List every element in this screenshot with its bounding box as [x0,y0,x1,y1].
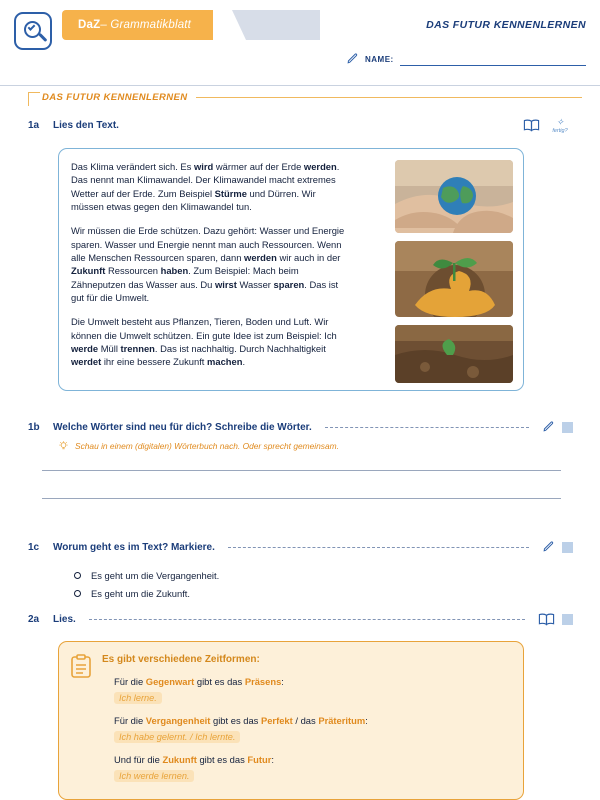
task-2a-checkbox[interactable] [562,614,573,625]
task-1a-row [28,118,573,134]
paragraph-3: Die Umwelt besteht aus Pflanzen, Tieren, Boden und Luft. Wir können die Umwelt schützen. Ein gute Idee ist zum Beispiel: Ich werde Müll trennen. Das ist nachhaltig. Durch Nachhaltigkeit werdet ihr eine bessere Zukunft machen. [71,316,337,368]
book-icon [538,613,555,626]
tenses-info-content [102,654,511,793]
task-1c-dotted-rule [228,547,529,548]
writing-line[interactable] [42,498,561,499]
task-2a-label: Lies. [53,614,76,625]
tenses-info-box [58,641,524,800]
tense-row-perfekt: Für die Vergangenheit gibt es das Perfekt / das Präteritum: [114,715,368,726]
photo-seedling-hands [395,241,513,317]
section-title [42,92,582,103]
pencil-icon [542,540,555,554]
task-1c-number: 1c [28,541,40,553]
tense-row-futur: Und für die Zukunft gibt es das Futur: [114,754,274,765]
task-1a-label: Lies den Text. [53,120,119,132]
magnifier-check-logo [14,12,52,50]
reading-text-box [58,148,524,391]
task-1c-row [28,540,573,554]
paragraph-1: Das Klima verändert sich. Es wird wärmer auf der Erde werden. Das nennt man Klimawandel. Der Klimawandel macht extremes Wetter auf der Erde. Zum Beispiel Stürme und Dürren. Wir müssen etwas gegen den Klimawandel tun. [71,161,340,213]
option-zukunft[interactable] [74,588,190,599]
lightbulb-icon [58,440,69,452]
task-1b-label: Welche Wörter sind neu für dich? Schreibe die Wörter. [53,421,312,433]
clipboard-icon [71,654,91,678]
page-header [0,0,600,64]
tense-row-praesens: Für die Gegenwart gibt es das Präsens: [114,676,284,687]
section-title-text: DAS FUTUR KENNENLERNEN [42,92,188,103]
book-icon [523,119,540,132]
option-label: Es geht um die Vergangenheit. [91,570,220,581]
info-heading: Es gibt verschiedene Zeitformen: [102,654,260,665]
task-1b-hint [58,440,339,452]
task-1c-label: Worum geht es im Text? Markiere. [53,541,215,553]
task-2a-dotted-rule [89,619,525,620]
subject-subtitle: – Grammatikblatt [100,19,192,31]
star-icon: ✧ [556,117,564,127]
tense-example-praesens: Ich lerne. [114,692,511,704]
task-2a-row [28,613,573,626]
reading-text-body [71,160,349,380]
tense-example-perfekt: Ich habe gelernt. / Ich lernte. [114,731,511,743]
header-divider [0,85,600,86]
task-2a-number: 2a [28,614,40,625]
writing-line[interactable] [42,470,561,471]
paragraph-2: Wir müssen die Erde schützen. Dazu gehört: Wasser und Energie sparen. Wasser und Energie nennt man auch Ressourcen. Wenn alle Menschen Ressourcen sparen, dann werden wir auch in der Zukunft Ressourcen haben. Zum Beispiel: Mach beim Zähneputzen das Wasser aus. Du wirst Wasser sparen. Das ist gut für die Umwelt. [71,225,345,304]
subject-name: DaZ [78,19,101,31]
radio-icon[interactable] [74,572,81,579]
worksheet-title: DAS FUTUR KENNENLERNEN [426,19,586,31]
tense-example-futur: Ich werde lernen. [114,770,511,782]
section-corner-decoration [28,92,40,106]
header-tab-subject [62,10,213,40]
task-1c-checkbox[interactable] [562,542,573,553]
name-label: NAME: [365,55,394,64]
name-field-row[interactable] [346,52,586,66]
header-tab-grey [232,10,320,40]
option-label: Es geht um die Zukunft. [91,588,191,599]
task-1b-number: 1b [28,421,40,433]
task-1a-number: 1a [28,120,40,132]
fertig-label: fertig? [552,127,568,134]
radio-icon[interactable] [74,590,81,597]
photo-soil-plant [395,325,513,383]
fertig-badge [547,118,573,134]
task-1b-dotted-rule [325,427,529,428]
task-1b-checkbox[interactable] [562,422,573,433]
section-title-rule [196,97,583,98]
name-input-line[interactable] [400,53,586,66]
pencil-icon [542,420,555,434]
task-1b-hint-text: Schau in einem (digitalen) Wörterbuch nach. Oder sprecht gemeinsam. [75,441,339,451]
option-vergangenheit[interactable] [74,570,219,581]
pencil-icon [346,52,359,66]
task-1b-row [28,420,573,434]
magnifier-handle-icon [39,33,48,42]
photo-globe [395,160,513,233]
